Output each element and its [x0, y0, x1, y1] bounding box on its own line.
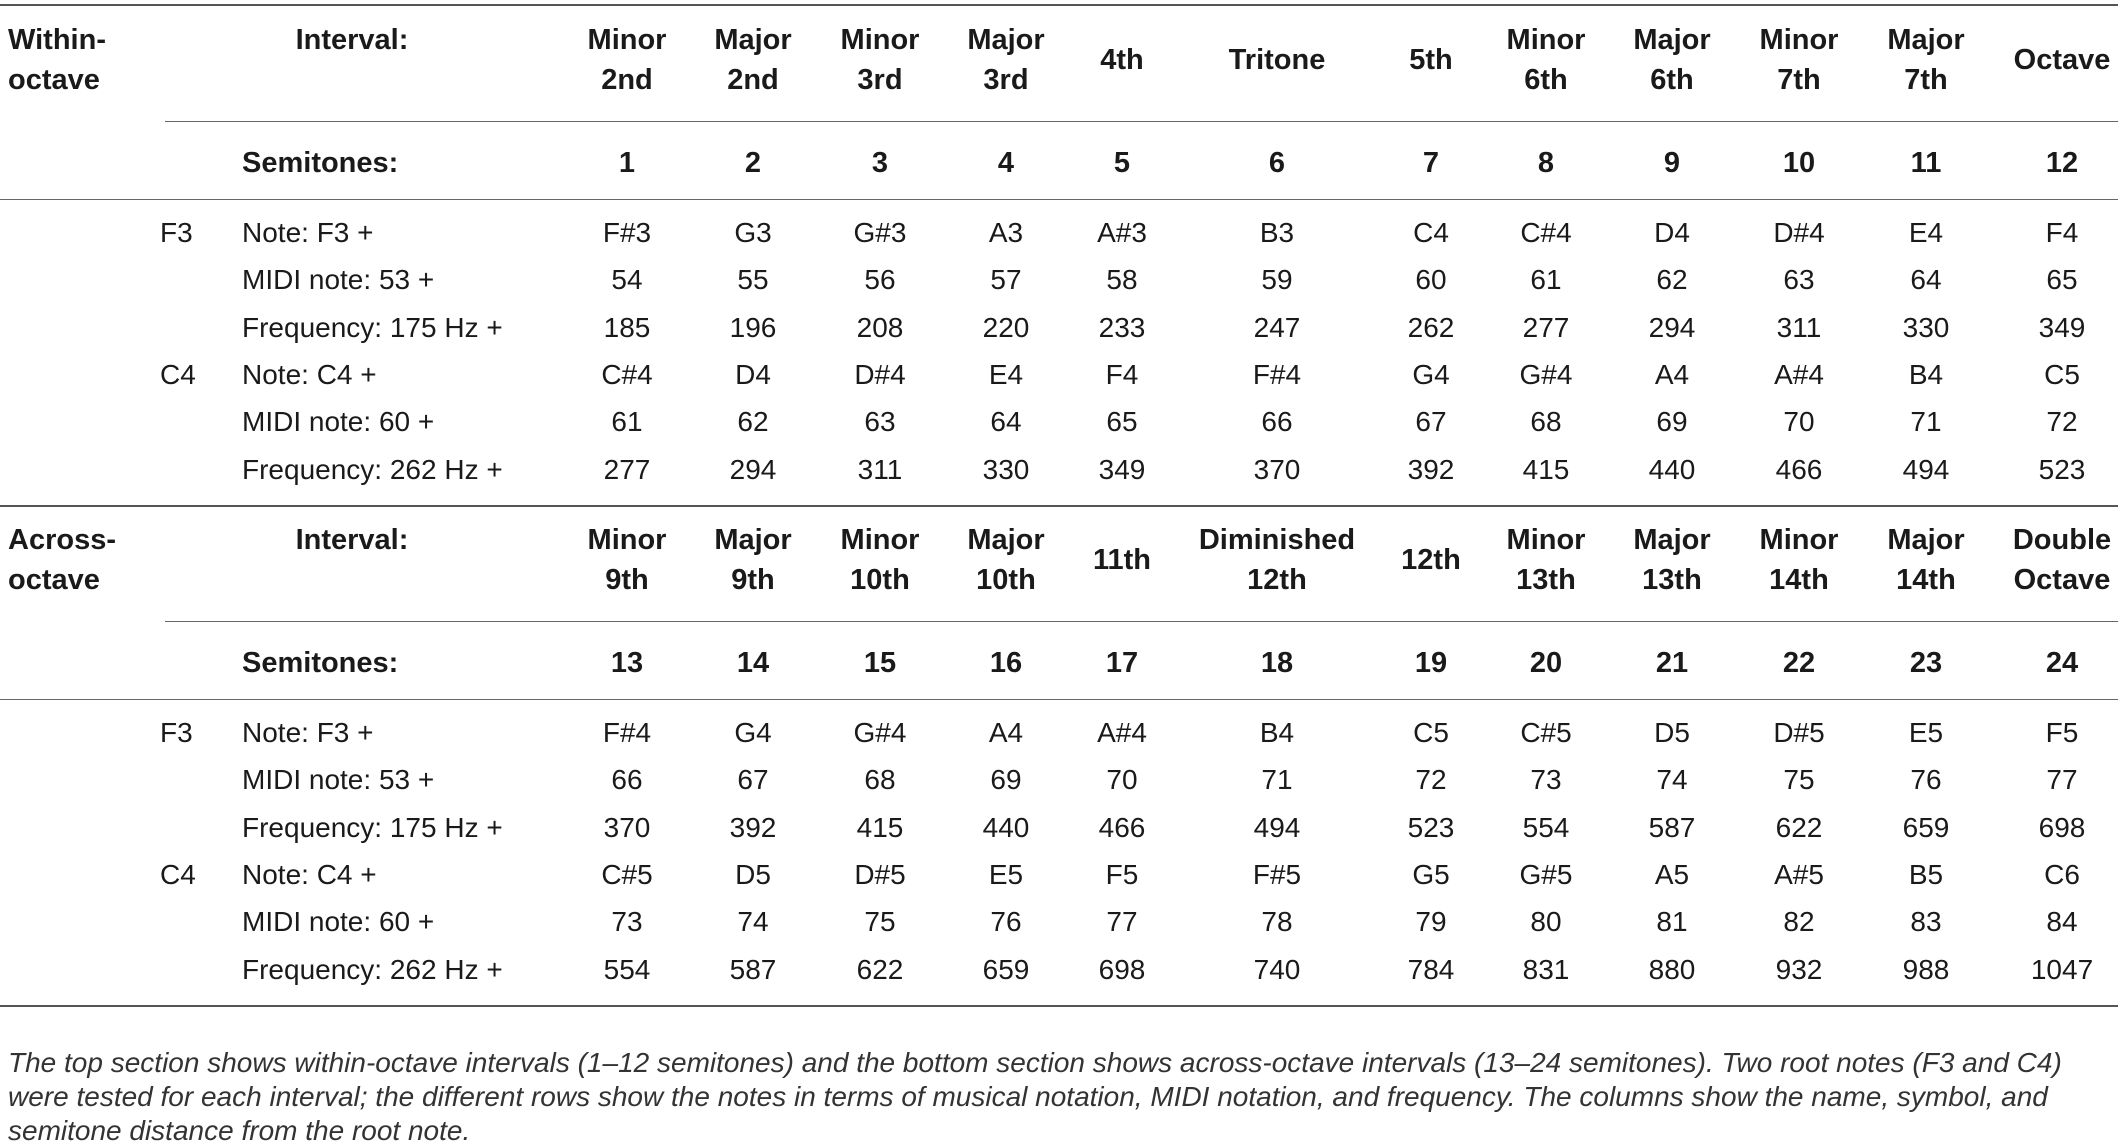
table-cell: C5: [2044, 358, 2080, 390]
table-cell: A4: [1654, 358, 1690, 390]
table-cell: 65: [2046, 264, 2078, 296]
table-cell: G#4: [853, 717, 907, 748]
table-cell: 76: [1910, 764, 1942, 796]
interval-name: Octave: [2013, 44, 2111, 76]
table-cell: 83: [1910, 906, 1942, 938]
interval-name: 12th: [1401, 544, 1461, 576]
table-cell: 247: [1253, 311, 1301, 343]
semitone-count: 18: [1260, 647, 1294, 679]
semitone-count: 16: [989, 647, 1023, 679]
table-cell: 622: [856, 953, 904, 985]
table-cell: C5: [1413, 717, 1449, 748]
table-cell: G4: [1412, 358, 1450, 390]
table-cell: A3: [988, 217, 1024, 248]
table-cell: 67: [737, 764, 769, 796]
table-cell: 440: [982, 811, 1030, 843]
semitone-count: 5: [1113, 147, 1131, 179]
row-label: Note: C4 +: [242, 858, 377, 890]
semitone-count: 6: [1268, 147, 1286, 179]
table-cell: 81: [1656, 906, 1688, 938]
interval-name: Minor 6th: [1506, 24, 1586, 96]
table-cell: 370: [1253, 453, 1301, 485]
table-cell: 262: [1407, 311, 1455, 343]
table-cell: F4: [1105, 358, 1139, 390]
table-cell: 71: [1910, 406, 1942, 438]
section-bottom-rule: [0, 505, 2118, 507]
table-cell: D#4: [1773, 217, 1825, 248]
table-cell: 54: [611, 264, 643, 296]
interval-name: Major 6th: [1633, 24, 1711, 96]
table-cell: 392: [1407, 453, 1455, 485]
table-cell: F5: [1105, 858, 1139, 890]
table-cell: 78: [1261, 906, 1293, 938]
semitone-count: 22: [1782, 647, 1816, 679]
table-cell: 831: [1522, 953, 1570, 985]
row-label: MIDI note: 53 +: [242, 764, 435, 796]
interval-name: Major 14th: [1887, 524, 1965, 596]
interval-name: Minor 14th: [1759, 524, 1839, 596]
interval-name: Minor 3rd: [840, 24, 920, 96]
table-cell: E4: [988, 358, 1024, 390]
row-label: Frequency: 175 Hz +: [242, 311, 503, 343]
semitones-rule: [0, 699, 2118, 700]
table-cell: A#3: [1097, 217, 1147, 248]
table-cell: 220: [982, 311, 1030, 343]
table-cell: D4: [1654, 217, 1690, 248]
interval-header-label: Interval:: [295, 24, 409, 56]
table-cell: 64: [1910, 264, 1942, 296]
table-cell: D#5: [1773, 717, 1825, 748]
row-label: Note: F3 +: [242, 217, 374, 248]
table-cell: A4: [988, 717, 1024, 748]
interval-name: Minor 7th: [1759, 24, 1839, 96]
interval-name: Minor 2nd: [587, 24, 667, 96]
table-cell: D4: [735, 358, 771, 390]
table-cell: 494: [1253, 811, 1301, 843]
table-cell: 61: [611, 406, 643, 438]
section-bottom-rule: [0, 1005, 2118, 1007]
table-cell: C#5: [601, 858, 653, 890]
table-cell: G4: [734, 717, 772, 748]
semitone-count: 4: [997, 147, 1015, 179]
semitone-count: 19: [1414, 647, 1448, 679]
interval-rule: [165, 621, 2118, 622]
table-cell: 80: [1530, 906, 1562, 938]
table-cell: 73: [1530, 764, 1562, 796]
table-cell: 57: [990, 264, 1022, 296]
row-label: MIDI note: 60 +: [242, 906, 435, 938]
table-cell: D#5: [854, 858, 906, 890]
table-cell: 415: [856, 811, 904, 843]
semitone-count: 8: [1537, 147, 1555, 179]
table-cell: 440: [1648, 453, 1696, 485]
table-cell: 75: [864, 906, 896, 938]
interval-name: Major 9th: [714, 524, 792, 596]
table-cell: 79: [1415, 906, 1447, 938]
semitone-count: 17: [1105, 647, 1139, 679]
table-cell: 208: [856, 311, 904, 343]
table-cell: 415: [1522, 453, 1570, 485]
table-cell: 66: [611, 764, 643, 796]
table-cell: 466: [1775, 453, 1823, 485]
table-cell: 74: [1656, 764, 1688, 796]
table-cell: 71: [1261, 764, 1293, 796]
interval-name: Major 7th: [1887, 24, 1965, 96]
table-cell: F#4: [602, 717, 652, 748]
table-cell: E5: [988, 858, 1024, 890]
table-cell: 61: [1530, 264, 1562, 296]
table-cell: 494: [1902, 453, 1950, 485]
table-cell: 554: [603, 953, 651, 985]
table-cell: 63: [864, 406, 896, 438]
root-note-label: F3: [160, 217, 193, 248]
semitone-count: 15: [863, 647, 897, 679]
table-cell: 330: [1902, 311, 1950, 343]
table-cell: G5: [1412, 858, 1450, 890]
table-cell: 82: [1783, 906, 1815, 938]
table-cell: 311: [857, 453, 903, 485]
table-cell: F#3: [602, 217, 652, 248]
semitone-count: 2: [744, 147, 762, 179]
semitone-count: 7: [1422, 147, 1440, 179]
table-cell: 988: [1902, 953, 1950, 985]
interval-name: Minor 10th: [840, 524, 920, 596]
semitone-count: 24: [2045, 647, 2079, 679]
table-cell: 67: [1415, 406, 1447, 438]
table-cell: 523: [2038, 453, 2086, 485]
interval-name: 11th: [1092, 544, 1152, 576]
table-cell: 659: [1902, 811, 1950, 843]
table-cell: 75: [1783, 764, 1815, 796]
table-top-rule: [0, 4, 2118, 6]
semitone-count: 20: [1529, 647, 1563, 679]
interval-name: Double Octave: [2012, 524, 2112, 596]
table-cell: 66: [1261, 406, 1293, 438]
table-cell: B4: [1908, 358, 1944, 390]
table-cell: 370: [603, 811, 651, 843]
table-cell: 68: [1530, 406, 1562, 438]
table-cell: 311: [1776, 311, 1822, 343]
interval-name: Major 13th: [1633, 524, 1711, 596]
table-cell: 74: [737, 906, 769, 938]
root-note-label: C4: [160, 358, 196, 390]
interval-rule: [165, 121, 2118, 122]
table-cell: 880: [1648, 953, 1696, 985]
table-cell: 277: [1522, 311, 1570, 343]
table-cell: E4: [1908, 217, 1944, 248]
section-label: Across- octave: [8, 524, 116, 596]
table-cell: 76: [990, 906, 1022, 938]
table-cell: D#4: [854, 358, 906, 390]
semitones-rule: [0, 199, 2118, 200]
semitone-count: 9: [1663, 147, 1681, 179]
table-cell: D5: [1654, 717, 1690, 748]
interval-name: Major 2nd: [714, 24, 792, 96]
semitone-count: 23: [1909, 647, 1943, 679]
row-label: Frequency: 262 Hz +: [242, 953, 503, 985]
table-cell: 70: [1106, 764, 1138, 796]
table-cell: 56: [864, 264, 896, 296]
table-cell: 77: [1106, 906, 1138, 938]
row-label: Frequency: 262 Hz +: [242, 453, 503, 485]
semitone-count: 13: [610, 647, 644, 679]
semitone-count: 21: [1655, 647, 1689, 679]
table-cell: 233: [1098, 311, 1146, 343]
table-cell: F#5: [1252, 858, 1302, 890]
table-cell: 69: [990, 764, 1022, 796]
table-cell: 1047: [2030, 953, 2094, 985]
table-cell: 185: [603, 311, 651, 343]
table-cell: 392: [729, 811, 777, 843]
table-cell: 55: [737, 264, 769, 296]
table-cell: E5: [1908, 717, 1944, 748]
table-cell: C#5: [1520, 717, 1572, 748]
row-label: Note: C4 +: [242, 358, 377, 390]
table-cell: 622: [1775, 811, 1823, 843]
row-label: Note: F3 +: [242, 717, 374, 748]
interval-name: Tritone: [1228, 44, 1326, 76]
interval-name: Minor 13th: [1506, 524, 1586, 596]
table-cell: 58: [1106, 264, 1138, 296]
table-cell: 73: [611, 906, 643, 938]
root-note-label: C4: [160, 858, 196, 890]
table-cell: 69: [1656, 406, 1688, 438]
table-cell: 932: [1775, 953, 1823, 985]
semitone-count: 12: [2045, 147, 2079, 179]
table-cell: A#4: [1774, 358, 1824, 390]
table-cell: A5: [1654, 858, 1690, 890]
table-cell: 523: [1407, 811, 1455, 843]
table-cell: 349: [1098, 453, 1146, 485]
table-cell: F4: [2045, 217, 2079, 248]
table-cell: C#4: [1520, 217, 1572, 248]
table-cell: 277: [603, 453, 651, 485]
table-cell: 62: [1656, 264, 1688, 296]
table-cell: G3: [734, 217, 772, 248]
interval-name: 4th: [1100, 44, 1144, 76]
table-cell: 68: [864, 764, 896, 796]
table-cell: 466: [1098, 811, 1146, 843]
table-cell: 554: [1522, 811, 1570, 843]
interval-name: Diminished 12th: [1198, 524, 1356, 596]
table-cell: 294: [1648, 311, 1696, 343]
table-cell: 62: [737, 406, 769, 438]
table-cell: 294: [729, 453, 777, 485]
table-cell: 587: [1648, 811, 1696, 843]
table-cell: 63: [1783, 264, 1815, 296]
table-cell: F5: [2045, 717, 2079, 748]
semitones-label: Semitones:: [242, 147, 399, 179]
table-cell: F#4: [1252, 358, 1302, 390]
row-label: Frequency: 175 Hz +: [242, 811, 503, 843]
table-cell: G#5: [1519, 858, 1573, 890]
row-label: MIDI note: 60 +: [242, 406, 435, 438]
table-cell: 77: [2046, 764, 2078, 796]
table-cell: 72: [2046, 406, 2078, 438]
table-cell: 196: [729, 311, 777, 343]
table-cell: A#5: [1774, 858, 1824, 890]
semitone-count: 14: [736, 647, 770, 679]
table-caption: The top section shows within-octave intervals (1–12 semitones) and the bottom section shows across-octave intervals (13–24 semitones). Two root notes (F3 and C4) were tested for each interval; the different rows show the notes in terms of musical notation, MIDI notation, and frequency. The columns show the name, symbol, and semitone distance from the root note.: [8, 1047, 2062, 1146]
semitone-count: 1: [618, 147, 636, 179]
interval-name: Major 3rd: [967, 24, 1045, 96]
table-cell: 70: [1783, 406, 1815, 438]
semitone-count: 3: [871, 147, 889, 179]
table-cell: 698: [1098, 953, 1146, 985]
table-cell: A#4: [1097, 717, 1147, 748]
table-cell: 740: [1253, 953, 1301, 985]
interval-name: 5th: [1409, 44, 1453, 76]
table-cell: G#3: [853, 217, 907, 248]
semitone-count: 10: [1782, 147, 1816, 179]
table-cell: G#4: [1519, 358, 1573, 390]
table-cell: 65: [1106, 406, 1138, 438]
table-cell: 659: [982, 953, 1030, 985]
root-note-label: F3: [160, 717, 193, 748]
table-cell: 84: [2046, 906, 2078, 938]
table-cell: 330: [982, 453, 1030, 485]
table-cell: 587: [729, 953, 777, 985]
table-cell: 60: [1415, 264, 1447, 296]
table-cell: 784: [1407, 953, 1455, 985]
interval-header-label: Interval:: [295, 524, 409, 556]
table-cell: D5: [735, 858, 771, 890]
table-cell: 72: [1415, 764, 1447, 796]
table-cell: 59: [1261, 264, 1293, 296]
table-cell: C#4: [601, 358, 653, 390]
table-cell: B4: [1259, 717, 1295, 748]
table-cell: C4: [1413, 217, 1449, 248]
row-label: MIDI note: 53 +: [242, 264, 435, 296]
interval-name: Minor 9th: [587, 524, 667, 596]
semitone-count: 11: [1910, 147, 1942, 179]
table-cell: 64: [990, 406, 1022, 438]
table-cell: 698: [2038, 811, 2086, 843]
section-label: Within- octave: [8, 24, 106, 96]
interval-name: Major 10th: [967, 524, 1045, 596]
table-cell: 349: [2038, 311, 2086, 343]
semitones-label: Semitones:: [242, 647, 399, 679]
table-cell: B5: [1908, 858, 1944, 890]
table-cell: B3: [1259, 217, 1295, 248]
table-cell: C6: [2044, 858, 2080, 890]
